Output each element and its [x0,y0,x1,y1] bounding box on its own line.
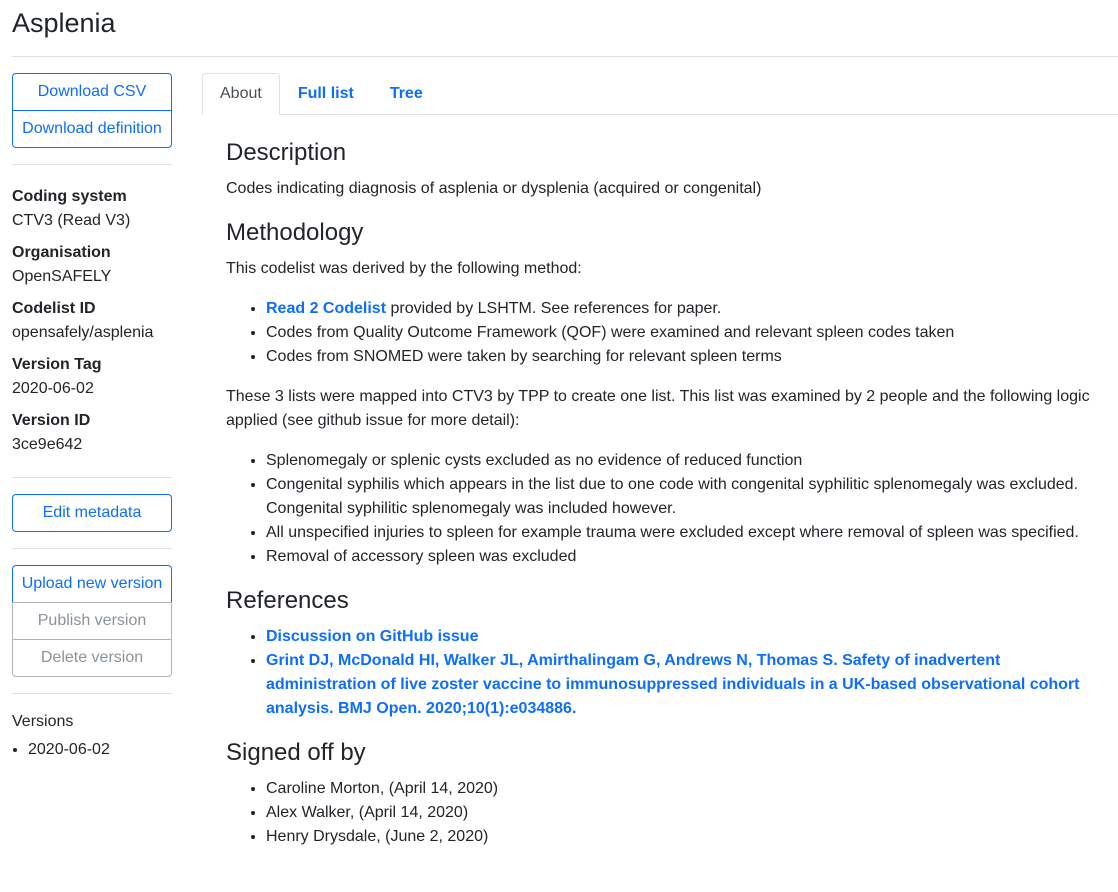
meta-label: Coding system [12,188,127,205]
sidebar-divider [12,164,172,165]
page-title: Asplenia [12,8,116,38]
read2-codelist-link[interactable]: Read 2 Codelist [266,300,387,317]
mapping-text: These 3 lists were mapped into CTV3 by TPP to create one list. This list was examined by 2 people and the following logic applied (see github issue for more detail): [226,388,1090,429]
download-definition-button[interactable]: Download definition [12,110,172,148]
logic-list [226,449,1097,569]
list-item: • Caroline Morton, (April 14, 2020) [266,777,1097,801]
upload-new-version-button[interactable]: Upload new version [12,565,172,603]
method-list [226,297,1097,369]
versions-list [12,738,172,762]
version-item[interactable]: • 2020-06-02 [28,738,172,762]
meta-value: opensafely/asplenia [12,324,154,341]
list-item [266,625,1097,649]
tab-tree[interactable]: Tree [389,85,423,102]
meta-value: OpenSAFELY [12,268,112,285]
description-heading: Description [226,139,347,166]
list-item: • Alex Walker, (April 14, 2020) [266,801,1097,825]
version-actions-group [12,565,172,677]
list-item [266,297,1097,321]
github-issue-link[interactable]: Discussion on GitHub issue [266,628,479,645]
meta-label: Version ID [12,412,91,429]
meta-value: CTV3 (Read V3) [12,212,131,229]
meta-value: 3ce9e642 [12,436,83,453]
list-item: • Henry Drysdale, (June 2, 2020) [266,825,1097,849]
list-item: • All unspecified injuries to spleen for example trauma were excluded except where removal of spleen was specified. [266,521,1097,545]
list-item: • Congenital syphilis which appears in the list due to one code with congenital syphilitic splenomegaly was excluded. Congenital syphilitic splenomegaly was included however. [266,473,1097,521]
meta-label: Version Tag [12,356,102,373]
versions-title: Versions [12,713,74,730]
meta-value: 2020-06-02 [12,380,94,397]
references-heading: References [226,587,349,614]
list-item: • Codes from SNOMED were taken by searching for relevant spleen terms [266,345,1097,369]
tab-bar [202,73,1118,115]
sidebar-divider [12,548,172,549]
list-item-text: provided by LSHTM. See references for paper. [386,300,722,317]
paper-reference-link[interactable]: Grint DJ, McDonald HI, Walker JL, Amirthalingam G, Andrews N, Thomas S. Safety of inadvertent administration of live zoster vaccine to immunosuppressed individuals in a UK-based observational cohort analysis. BMJ Open. 2020;10(1):e034886. [266,652,1080,717]
about-panel [202,115,1097,849]
meta-label: Codelist ID [12,300,96,317]
sidebar-divider [12,477,172,478]
signed-off-list [226,777,1097,849]
tab-full-list[interactable]: Full list [297,85,354,102]
download-csv-button[interactable]: Download CSV [12,73,172,111]
signed-off-heading: Signed off by [226,739,366,766]
delete-version-button[interactable]: Delete version [12,639,172,677]
methodology-heading: Methodology [226,219,364,246]
references-list [226,625,1097,721]
list-item: • Removal of accessory spleen was excluded [266,545,1097,569]
list-item: • Codes from Quality Outcome Framework (QOF) were examined and relevant spleen codes taken [266,321,1097,345]
edit-metadata-button[interactable]: Edit metadata [12,494,172,532]
metadata-list [12,185,172,457]
publish-version-button[interactable]: Publish version [12,602,172,640]
methodology-intro: This codelist was derived by the following method: [226,260,582,277]
tab-about[interactable]: About [202,73,280,115]
sidebar [12,73,172,762]
meta-label: Organisation [12,244,111,261]
description-text: Codes indicating diagnosis of asplenia or dysplenia (acquired or congenital) [226,180,762,197]
list-item [266,649,1097,721]
download-button-group [12,73,172,148]
title-divider [12,56,1118,57]
main-content [202,73,1118,865]
sidebar-divider [12,693,172,694]
list-item: • Splenomegaly or splenic cysts excluded as no evidence of reduced function [266,449,1097,473]
